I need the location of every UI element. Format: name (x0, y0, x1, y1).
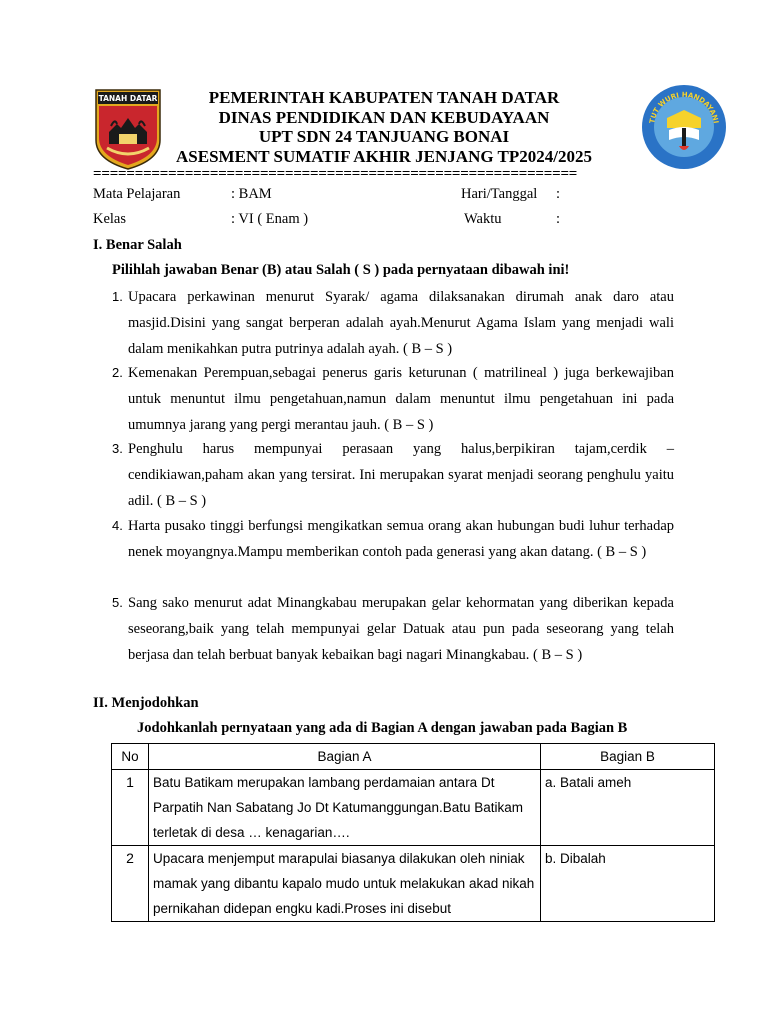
question-number: 3. (112, 441, 123, 456)
row-number: 1 (112, 770, 149, 846)
column-header-part-a: Bagian A (149, 744, 541, 770)
day-date-label: Hari/Tanggal (461, 186, 538, 202)
row-number: 2 (112, 846, 149, 922)
question-number: 5. (112, 595, 123, 610)
header-separator: ========================================================== (93, 166, 578, 182)
class-value: : VI ( Enam ) (231, 211, 309, 227)
section-2-title: II. Menjodohkan (93, 695, 199, 711)
question-number: 1. (112, 289, 123, 304)
time-value: : (556, 211, 561, 227)
question-4 (112, 513, 674, 565)
question-2 (112, 360, 674, 438)
row-part-a: Upacara menjemput marapulai biasanya dilakukan oleh niniak mamak yang dibantu kapalo mudo untuk melakukan akad nikah pernikahan didepan engku kadi.Proses ini disebut (149, 846, 541, 922)
time-label: Waktu (464, 211, 502, 227)
header-line-school: UPT SDN 24 TANJUANG BONAI (258, 127, 510, 146)
day-date-value: : (556, 186, 561, 202)
question-5 (112, 590, 674, 668)
class-label: Kelas (93, 211, 127, 227)
question-text: Penghulu harus mempunyai perasaan yang halus,berpikiran tajam,cerdik – cendikiawan,paham akan yang tersirat. Ini merupakan syarat menjadi seorang penghulu yaitu adil. ( B – S ) (128, 441, 674, 509)
header-line-government: PEMERINTAH KABUPATEN TANAH DATAR (208, 88, 560, 107)
question-text: Upacara perkawinan menurut Syarak/ agama dilaksanakan dirumah anak daro atau masjid.Disini yang sangat berperan adalah ayah.Menurut Agama Islam yang menjadi wali dalam menikahkan putra putrinya adalah ayah. ( B – S ) (128, 289, 674, 357)
question-number: 4. (112, 518, 123, 533)
question-text: Sang sako menurut adat Minangkabau merupakan gelar kehormatan yang diberikan kepada seseorang,baik yang telah mempunyai gelar Datuak atau pun pada seseorang yang telah berjasa dan telah berbuat banyak kebaikan bagi nagari Minangkabau. ( B – S ) (128, 595, 674, 663)
table-row (112, 770, 715, 846)
question-text: Kemenakan Perempuan,sebagai penerus garis keturunan ( matrilineal ) juga berkewajiban untuk menuntut ilmu pengetahuan,namun dalam menuntut ilmu pengetahuan ini pada umumnya jarang yang pergi merantau jauh. ( B – S ) (128, 365, 674, 433)
question-1 (112, 284, 674, 362)
matching-table (111, 743, 715, 922)
row-part-a: Batu Batikam merupakan lambang perdamaian antara Dt Parpatih Nan Sabatang Jo Dt Katumanggungan.Batu Batikam terletak di desa … kenagarian…. (149, 770, 541, 846)
column-header-part-b: Bagian B (541, 744, 715, 770)
tut-wuri-logo-text: TUT WURI HANDAYANI (648, 90, 720, 125)
question-3 (112, 436, 674, 514)
tut-wuri-handayani-logo (641, 84, 727, 170)
section-1-instruction: Pilihlah jawaban Benar (B) atau Salah ( S ) pada pernyataan dibawah ini! (112, 262, 570, 278)
section-2-instruction: Jodohkanlah pernyataan yang ada di Bagian A dengan jawaban pada Bagian B (137, 720, 628, 736)
section-1-title: I. Benar Salah (93, 237, 182, 253)
tanah-datar-logo-text: TANAH DATAR (98, 94, 158, 103)
subject-value: : BAM (231, 186, 272, 202)
question-text: Harta pusako tinggi berfungsi mengikatkan semua orang akan hubungan budi luhur terhadap nenek moyangnya.Mampu memberikan contoh pada generasi yang akan datang. ( B – S ) (128, 518, 674, 560)
header-line-department: DINAS PENDIDIKAN DAN KEBUDAYAAN (218, 108, 550, 127)
table-row (112, 846, 715, 922)
column-header-no: No (112, 744, 149, 770)
row-part-b: a. Batali ameh (541, 770, 715, 846)
header-line-exam-title: ASESMENT SUMATIF AKHIR JENJANG TP2024/2025 (176, 147, 592, 166)
row-part-b: b. Dibalah (541, 846, 715, 922)
subject-label: Mata Pelajaran (93, 186, 181, 202)
table-header-row (112, 744, 715, 770)
question-number: 2. (112, 365, 123, 380)
